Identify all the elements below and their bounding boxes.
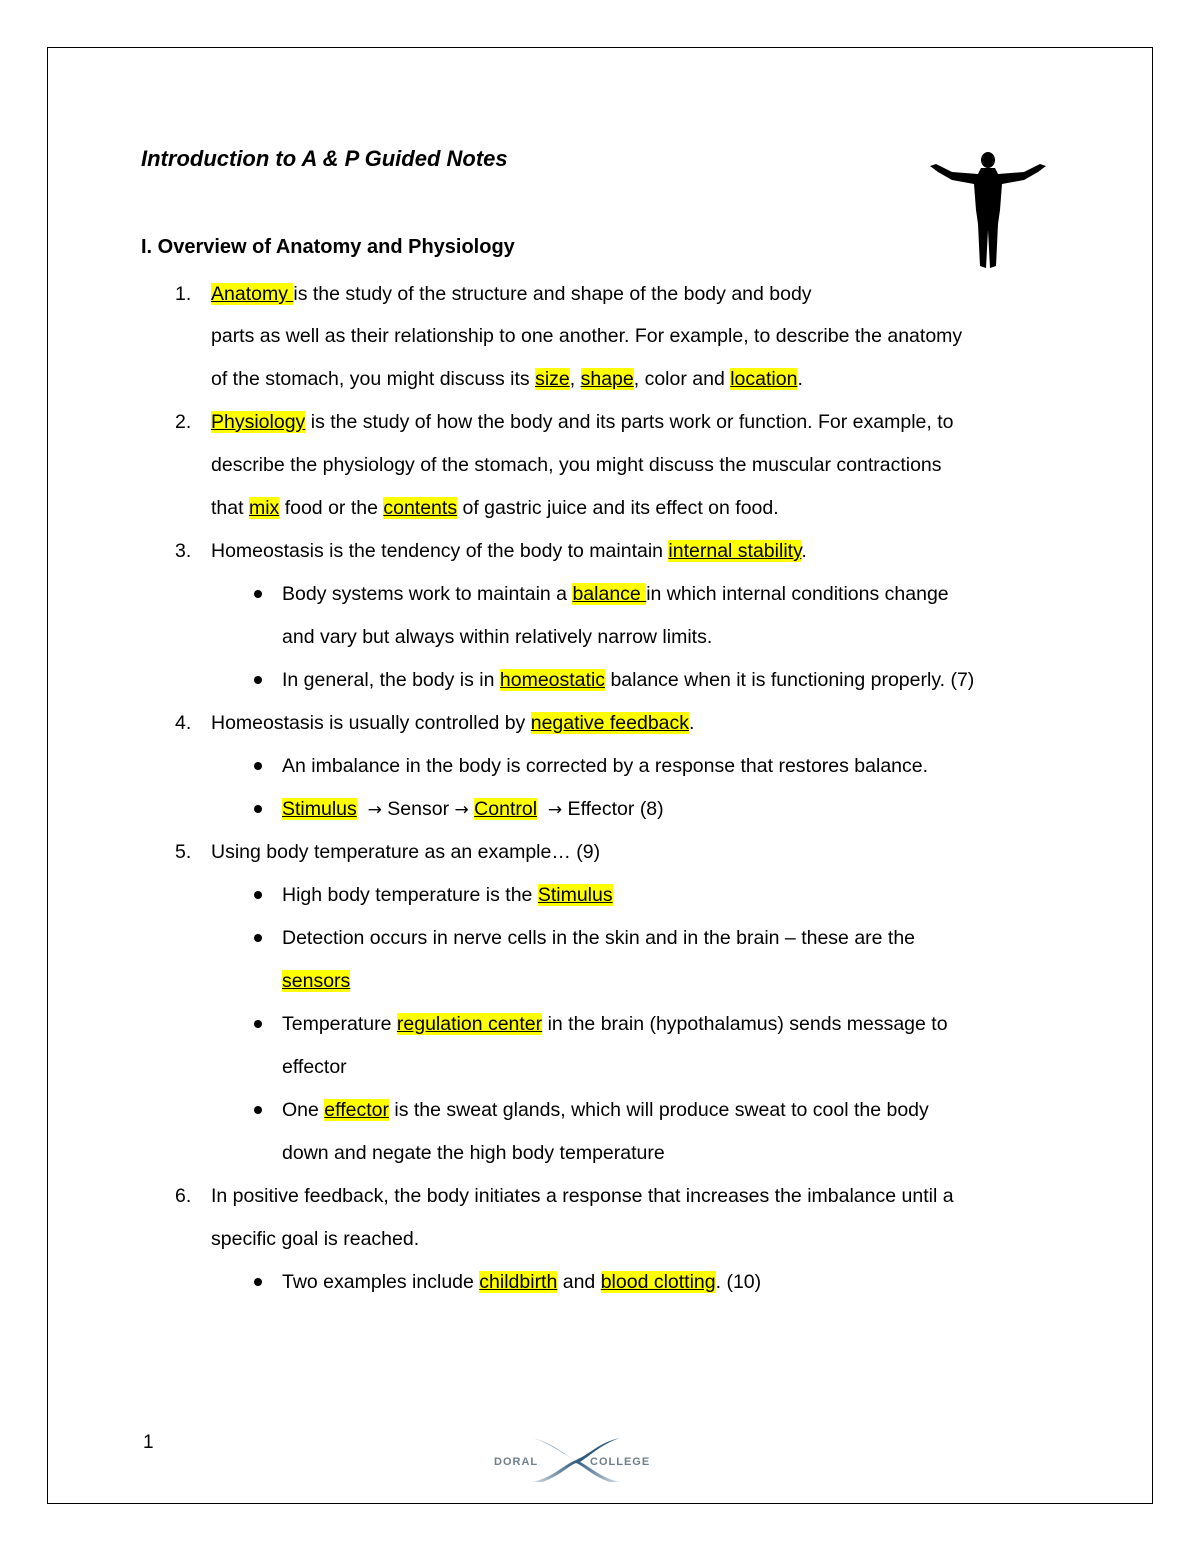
highlighted-term: mix — [248, 497, 280, 519]
list-number: 5. — [175, 841, 192, 863]
list-number: 4. — [175, 712, 192, 734]
bullet-line — [282, 1097, 929, 1123]
bullet-line — [282, 968, 350, 994]
list-item-line: In positive feedback, the body initiates a response that increases the imbalance until a — [211, 1185, 954, 1207]
item-text: in which internal conditions change — [646, 583, 949, 605]
bullet-icon — [254, 590, 262, 598]
list-item-line: describe the physiology of the stomach, you might discuss the muscular contractions — [211, 454, 942, 476]
bullet-line — [282, 1269, 761, 1295]
arrow-icon: → — [367, 800, 382, 820]
bullet-icon — [254, 762, 262, 770]
list-number: 1. — [175, 283, 192, 305]
list-number: 6. — [175, 1185, 192, 1207]
item-text: Body systems work to maintain a — [282, 583, 573, 605]
list-item-line — [211, 281, 812, 307]
item-text: in the brain (hypothalamus) sends message to — [542, 1013, 948, 1035]
bullet-line — [282, 667, 974, 693]
item-text: , — [569, 368, 581, 390]
item-text: of the stomach, you might discuss its — [211, 368, 536, 390]
bullet-icon — [254, 1106, 262, 1114]
logo-word-doral: DORAL — [494, 1456, 539, 1468]
highlighted-term: effector — [324, 1099, 389, 1121]
item-text: that — [211, 497, 249, 519]
highlighted-term: childbirth — [479, 1271, 558, 1293]
list-item-line — [211, 495, 779, 521]
list-item-line — [211, 710, 694, 736]
highlighted-term: contents — [383, 497, 458, 519]
item-text: . — [689, 712, 695, 734]
item-text: High body temperature is the — [282, 884, 538, 906]
highlighted-term: blood clotting — [600, 1271, 716, 1293]
list-number: 3. — [175, 540, 192, 562]
bullet-line: effector — [282, 1056, 347, 1078]
bullet-line: An imbalance in the body is corrected by a response that restores balance. — [282, 755, 929, 777]
bullet-line — [282, 796, 664, 823]
item-text: In general, the body is in — [282, 669, 500, 691]
bullet-line — [282, 581, 949, 607]
list-item-line: Using body temperature as an example… (9) — [211, 841, 601, 863]
item-text: . — [801, 540, 807, 562]
list-item-line: specific goal is reached. — [211, 1228, 420, 1250]
item-text: is the study of the structure and shape of the body and body — [293, 283, 812, 305]
item-text: Effector (8) — [562, 798, 664, 820]
bullet-line: and vary but always within relatively narrow limits. — [282, 626, 713, 648]
highlighted-term: shape — [580, 368, 634, 390]
highlighted-term: internal stability — [668, 540, 802, 562]
bullet-icon — [254, 1278, 262, 1286]
arrow-icon: → — [454, 800, 469, 820]
highlighted-term: location — [730, 368, 798, 390]
page-number: 1 — [143, 1432, 154, 1453]
highlighted-term: size — [535, 368, 570, 390]
item-text: and — [557, 1271, 601, 1293]
logo-word-college: COLLEGE — [590, 1456, 651, 1468]
bullet-icon — [254, 805, 262, 813]
highlighted-term: Control — [474, 798, 538, 820]
bullet-icon — [254, 676, 262, 684]
item-text: balance when it is functioning properly. (7) — [605, 669, 975, 691]
item-text: Temperature — [282, 1013, 397, 1035]
doral-college-logo — [492, 1436, 660, 1484]
bullet-line — [282, 1011, 948, 1037]
item-text: is the study of how the body and its parts work or function. For example, to — [305, 411, 954, 433]
item-text: Two examples include — [282, 1271, 480, 1293]
bullet-icon — [254, 891, 262, 899]
bullet-line — [282, 882, 613, 908]
highlighted-term: Physiology — [211, 411, 306, 433]
highlighted-term: negative feedback — [530, 712, 690, 734]
item-text: Homeostasis is usually controlled by — [211, 712, 531, 734]
highlighted-term: homeostatic — [499, 669, 606, 691]
document-title: Introduction to A & P Guided Notes — [141, 146, 508, 171]
item-text: of gastric juice and its effect on food. — [457, 497, 779, 519]
highlighted-term: Anatomy — [211, 283, 294, 305]
item-text: food or the — [279, 497, 384, 519]
highlighted-term: sensors — [282, 970, 351, 992]
highlighted-term: regulation center — [396, 1013, 543, 1035]
arrow-icon: → — [547, 800, 563, 820]
highlighted-term: balance — [572, 583, 647, 605]
item-text: . (10) — [715, 1271, 762, 1293]
highlighted-term: Stimulus — [537, 884, 613, 906]
item-text: . — [797, 368, 803, 390]
bullet-icon — [254, 934, 262, 942]
human-silhouette-icon — [928, 150, 1048, 272]
bullet-line: down and negate the high body temperature — [282, 1142, 665, 1164]
item-text: Homeostasis is the tendency of the body to maintain — [211, 540, 669, 562]
list-item-line — [211, 366, 803, 392]
item-text: Sensor — [381, 798, 455, 820]
section-heading: I. Overview of Anatomy and Physiology — [141, 236, 515, 258]
list-number: 2. — [175, 411, 192, 433]
bullet-icon — [254, 1020, 262, 1028]
item-text: is the sweat glands, which will produce sweat to cool the body — [388, 1099, 929, 1121]
highlighted-term: Stimulus — [282, 798, 357, 820]
item-text: One — [282, 1099, 325, 1121]
bullet-line: Detection occurs in nerve cells in the skin and in the brain – these are the — [282, 927, 916, 949]
list-item-line — [211, 409, 953, 435]
list-item-line: parts as well as their relationship to one another. For example, to describe the anatomy — [211, 325, 963, 347]
item-text: , color and — [633, 368, 731, 390]
list-item-line — [211, 538, 807, 564]
